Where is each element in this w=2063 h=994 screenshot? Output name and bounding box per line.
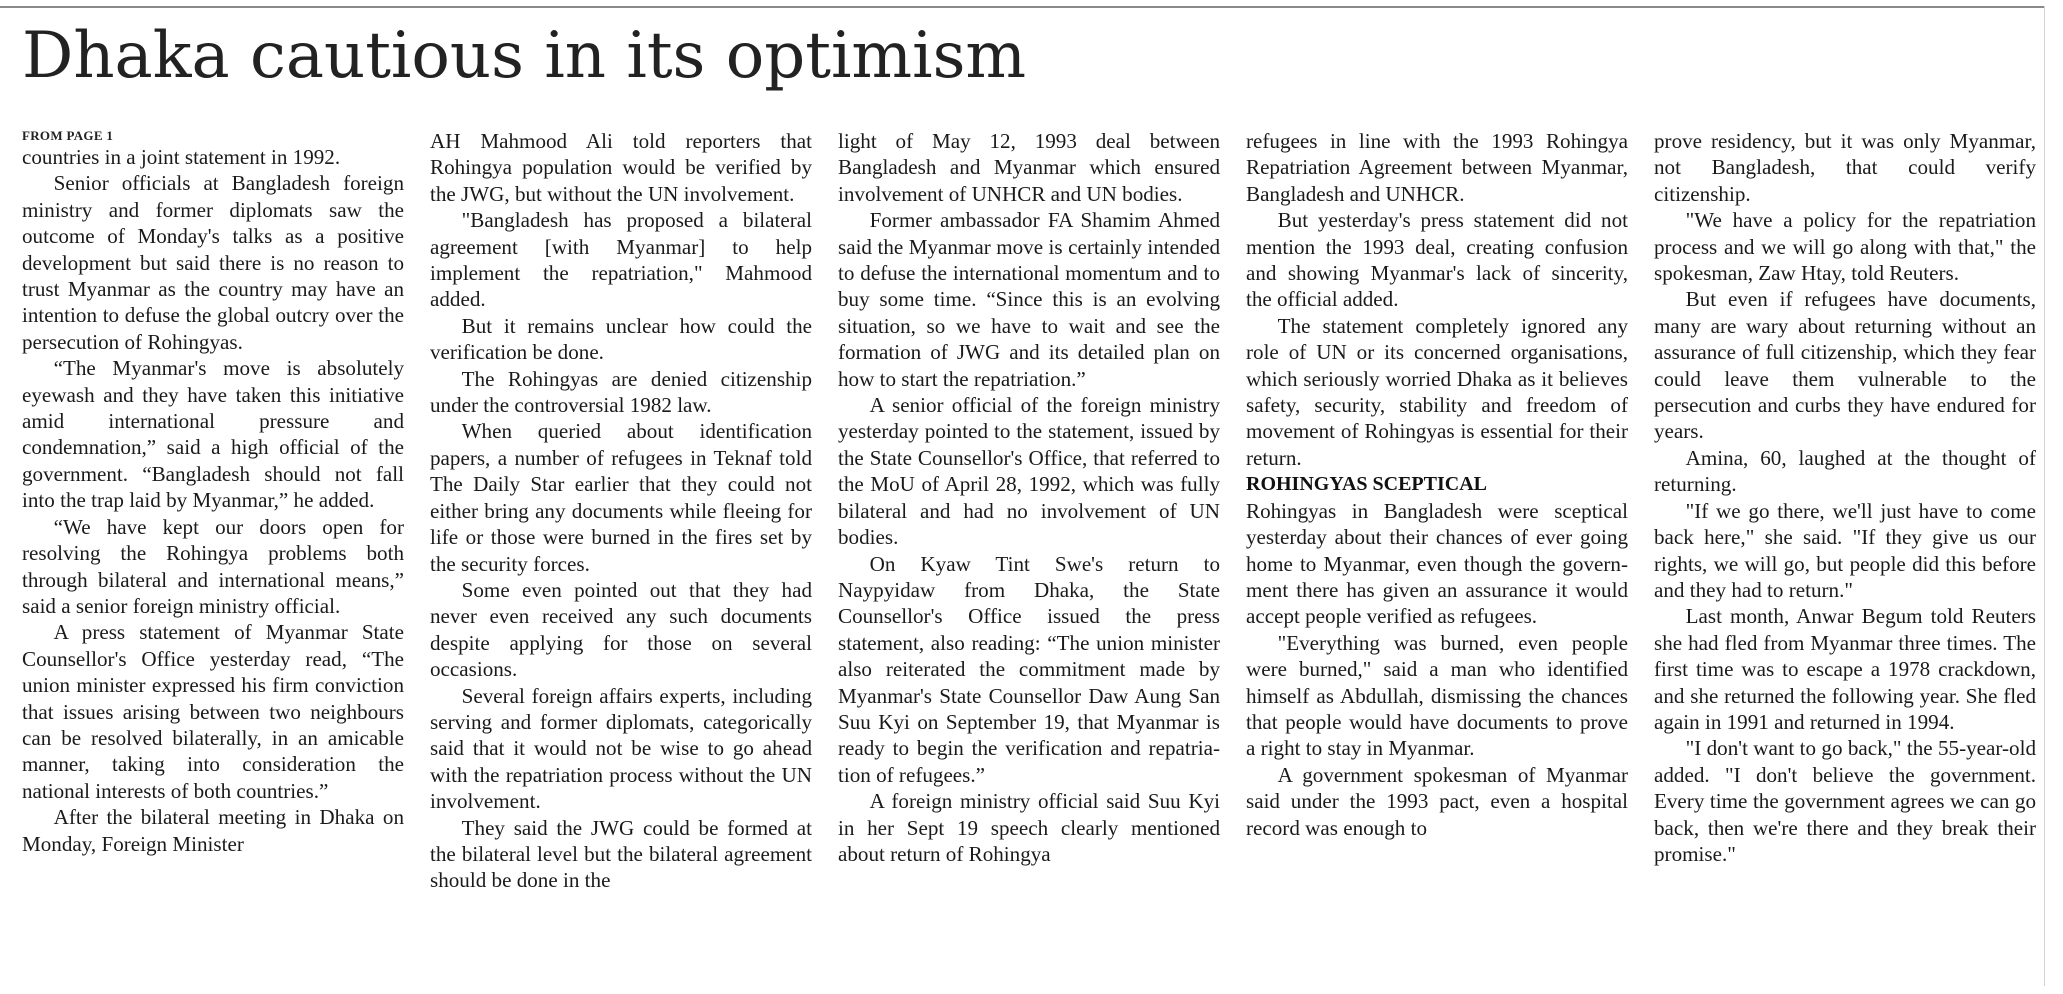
paragraph: They said the JWG could be formed at the bilateral level but the bilateral agreement should be done in the (430, 815, 812, 893)
paragraph: A foreign ministry official said Suu Kyi in her Sept 19 speech clearly mentioned about return of Rohingya (838, 789, 1220, 866)
paragraph: "We have a policy for the repatriation process and we will go along with that," the spokesman, Zaw Htay, told Reuters. (1654, 208, 2036, 286)
subhead: ROHINGYAS SCEPTICAL (1246, 473, 1487, 496)
paragraph: countries in a joint statement in 1992. (22, 145, 341, 169)
paragraph: Senior officials at Bangladesh foreign ministry and former diplomats saw the outcome of Monday's talks as a positive development but said there is no reason to trust Myanmar as the country may have an intention to defuse the global outcry over the persecution of Rohingyas. (22, 171, 404, 354)
paragraph: "Everything was burned, even people were burned," said a man who identified himself as Abdullah, dismissing the chances that people would have documents to prove a right to stay in Myanmar. (1246, 630, 1628, 761)
paragraph: Rohingyas in Bangladesh were sceptical yesterday about their chances of ever going home to Myanmar, even though the government there has given an assurance it would accept people verified as refugees. (1246, 498, 1628, 629)
paragraph: When queried about identification papers, a number of refugees in Teknaf told The Daily Star earlier that they could not either bring any documents while fleeing for life or those were burned in the fires set by the security forces. (430, 419, 812, 576)
paragraph: Former ambassador FA Shamim Ahmed said the Myanmar move is certainly intended to defuse the international momentum and to buy some time. “Since this is an evolving situation, so we have to wait and see the formation of JWG and its detailed plan on how to start the repatriation.” (838, 208, 1220, 391)
paragraph: A press statement of Myanmar State Counsellor's Office yesterday read, “The union minister expressed his firm conviction that issues arising between two neighbours can be resolved bilaterally, in an amicable manner, taking into consideration the national interests of both countries.” (22, 620, 404, 803)
paragraph: The statement completely ignored any role of UN or its concerned organisations, which seriously worried Dhaka as it believes safety, security, stability and freedom of movement of Rohingyas is essential for their return. (1246, 313, 1628, 470)
paragraph: refugees in line with the 1993 Rohingya Repatriation Agreement between Myanmar, Bangladesh and UNHCR. (1246, 129, 1628, 206)
paragraph: Some even pointed out that they had never even received any such documents despite applying for those on several occasions. (430, 577, 812, 682)
column-rule (2044, 6, 2045, 986)
text-column-3 (838, 128, 1220, 988)
paragraph: "I don't want to go back," the 55-year-old added. "I don't believe the government. Every time the government agrees we can go back, then we're there and they break their promise." (1654, 736, 2036, 866)
top-rule (0, 6, 2045, 8)
paragraph: After the bilateral meeting in Dhaka on Monday, Foreign Minister (22, 805, 404, 856)
kicker: FROM PAGE 1 (22, 128, 114, 143)
text-column-4 (1246, 128, 1628, 988)
paragraph: But even if refugees have documents, many are wary about returning without an assurance of full citizenship, which they fear could leave them vulnerable to the persecution and curbs they have endured for years. (1654, 287, 2036, 444)
paragraph: A senior official of the foreign ministry yesterday pointed to the statement, issued by the State Counsellor's Office, that referred to the MoU of April 28, 1992, which was fully bilateral and had no involvement of UN bodies. (838, 393, 1220, 550)
paragraph: prove residency, but it was only Myanmar, not Bangladesh, that could verify citizenship. (1654, 129, 2036, 206)
paragraph: “The Myanmar's move is absolutely eyewash and they have taken this initiative amid international pressure and condemnation,” said a high official of the government. “Bangladesh should not fall into the trap laid by Myanmar,” he added. (22, 356, 404, 513)
paragraph: Several foreign affairs experts, including serving and former diplomats, categorically said that it would not be wise to go ahead with the repatriation process without the UN involvement. (430, 683, 812, 814)
paragraph: But it remains unclear how could the verification be done. (430, 313, 812, 365)
paragraph: On Kyaw Tint Swe's return to Naypyidaw from Dhaka, the State Counsellor's Office issued the press statement, also reading: “The union minister also reiterated the commitment made by Myanmar's State Counsellor Daw Aung San Suu Kyi on September 19, that Myanmar is ready to begin the verification and repatriation of refugees.” (838, 551, 1220, 787)
paragraph: But yesterday's press statement did not mention the 1993 deal, creating confusion and showing Myanmar's lack of sincerity, the official added. (1246, 208, 1628, 312)
article-body (22, 128, 2036, 988)
paragraph: The Rohingyas are denied citizenship under the controversial 1982 law. (430, 366, 812, 418)
paragraph: Amina, 60, laughed at the thought of returning. (1654, 445, 2036, 497)
headline: Dhaka cautious in its optimism (22, 19, 1027, 93)
paragraph: light of May 12, 1993 deal between Bangladesh and Myanmar which ensured involvement of UNHCR and UN bodies. (838, 129, 1220, 206)
paragraph: Last month, Anwar Begum told Reuters she had fled from Myanmar three times. The first time was to escape a 1978 crackdown, and she returned the following year. She fled again in 1991 and returned in 1994. (1654, 604, 2036, 734)
text-column-1 (22, 128, 404, 988)
paragraph: "Bangladesh has proposed a bilateral agreement [with Myanmar] to help implement the repatriation," Mahmood added. (430, 208, 812, 312)
paragraph: “We have kept our doors open for resolving the Rohingya problems both through bilateral and international means,” said a senior foreign ministry official. (22, 514, 404, 618)
paragraph: "If we go there, we'll just have to come back here," she said. "If they give us our rights, we will go, but people did this before and they had to return." (1654, 498, 2036, 602)
paragraph: AH Mahmood Ali told reporters that Rohingya population would be verified by the JWG, but without the UN involvement. (430, 129, 812, 206)
text-column-5 (1654, 128, 2036, 988)
text-column-2 (430, 128, 812, 988)
paragraph: A government spokesman of Myanmar said under the 1993 pact, even a hospital record was enough to (1246, 762, 1628, 840)
